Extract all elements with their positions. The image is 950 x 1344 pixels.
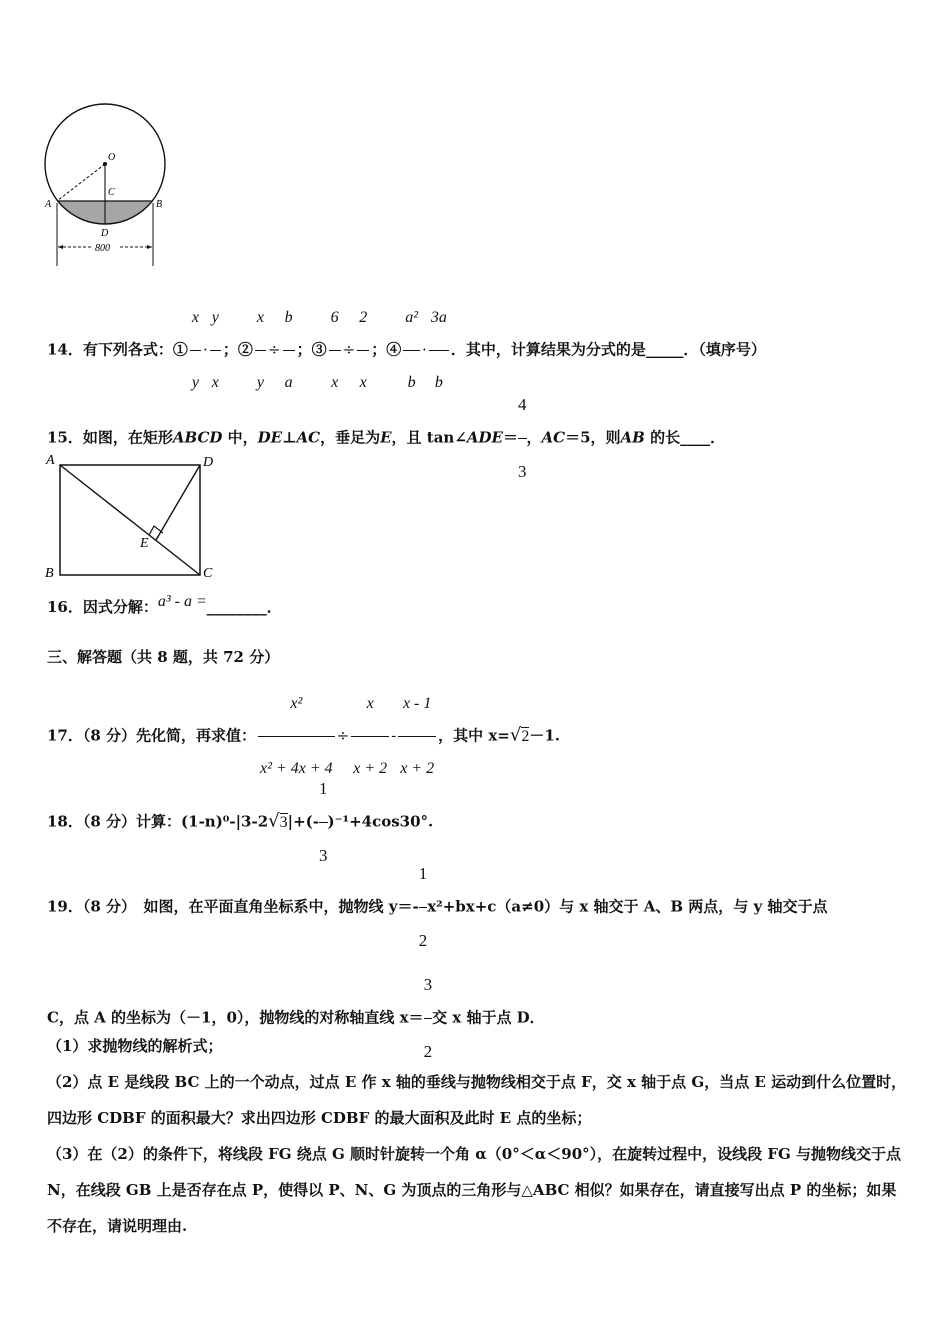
q14-e4-fraction-a: $\frac{\text{a²}}{b}$ xyxy=(403,286,420,415)
q14-answer-blank: _____ xyxy=(645,340,684,359)
label-a: A xyxy=(46,453,55,468)
label-o: O xyxy=(108,152,116,163)
label-d: D xyxy=(203,455,214,470)
label-e: E xyxy=(140,536,149,551)
q14-e2-fraction-a: $\frac{x}{y}$ xyxy=(255,286,266,415)
q16-answer-blank: ________ xyxy=(206,598,267,616)
q18-fraction: $\frac{1}{3}$ xyxy=(319,756,328,889)
q18-sqrt: 3 xyxy=(279,813,288,831)
diagonal-ac xyxy=(60,465,200,575)
rectangle-figure xyxy=(40,450,225,580)
label-c: C xyxy=(203,566,213,580)
dim-label: 800 xyxy=(95,243,110,254)
segment-de xyxy=(156,465,200,540)
question-18: 18．（8 分）计算：(1-n)⁰-|3-2√3|+(- $\frac{1}{3}$ )⁻¹+4cos30°. xyxy=(47,756,433,889)
label-b: B xyxy=(45,566,54,580)
circle-figure xyxy=(38,100,173,272)
q14-e1-fraction-a: $\frac{x}{y}$ xyxy=(190,286,201,415)
question-15: 15．如图，在矩形ABCD 中，DE⊥AC，垂足为E，且 tan∠ADE＝ $\frac{4}{3}$ ，AC＝5，则AB 的长____． xyxy=(47,372,725,505)
q19-part-1: （1）求抛物线的解析式； xyxy=(47,1037,223,1055)
q19-fraction-half: $\frac{1}{2}$ xyxy=(419,841,428,974)
label-c: C xyxy=(108,187,115,198)
q17-sqrt: 2 xyxy=(521,727,530,745)
q14-e3-fraction-b: $\frac{2}{x}$ xyxy=(357,286,369,415)
question-19-line-2: C，点 A 的坐标为（－1，0），抛物线的对称轴直线 x＝ $\frac{3}{2}$ 交 x 轴于点 D． xyxy=(47,952,545,1085)
q14-e3-fraction-a: $\frac{6}{x}$ xyxy=(329,286,341,415)
q19-part-2: （2）点 E 是线段 BC 上的一个动点，过点 E 作 x 轴的垂线与抛物线相交于点 F，交 x 轴于点 G，当点 E 运动到什么位置时，四边形 CDBF 的面积最大？求出四边形 CDBF 的最大面积及此时 E 点的坐标； xyxy=(47,1073,907,1127)
dashed-oa xyxy=(57,164,105,201)
center-point xyxy=(103,162,107,166)
dim-arrow-right xyxy=(147,245,152,249)
section-heading: 三、解答题（共 8 题，共 72 分） xyxy=(47,648,280,666)
q17-fraction-1: $\frac{\text{x²}}{\text{x² + 4x + 4}}$ xyxy=(258,672,335,801)
q17-fraction-2: $\frac{x}{x + 2}$ xyxy=(351,672,389,801)
question-16: 16．因式分解：a³ - a =________． xyxy=(47,593,282,616)
question-14: 14．有下列各式：① $\frac{x}{y}$ · $\frac{y}{x}$ ；② $\frac{x}{y}$ ÷ $\frac{b}{a}$ ；③ $\frac{6}{x}$ ÷ $\frac{2}{x}$ ；④ $\frac{\text{a²}}{b}$ · $\frac{3a}{b}$ ．其中，计算结果为分式的是_____．（填序号） xyxy=(47,286,766,415)
q19-fraction-axis: $\frac{3}{2}$ xyxy=(424,952,433,1085)
q14-e1-fraction-b: $\frac{y}{x}$ xyxy=(210,286,221,415)
q16-expression: a³ - a = xyxy=(157,593,207,610)
q19-part-3: （3）在（2）的条件下，将线段 FG 绕点 G 顺时针旋转一个角 α（0°＜α＜90°），在旋转过程中，设线段 FG 与抛物线交于点 N，在线段 GB 上是否存在点 P，使得以 P、N、G 为顶点的三角形与△ABC 相似？如果存在，请直接写出点 P 的坐标；如果不存在，请说明理由. xyxy=(47,1145,902,1235)
label-a: A xyxy=(45,199,52,210)
q17-fraction-3: $\frac{x - 1}{x + 2}$ xyxy=(398,672,436,801)
question-19-line-1: 19．（8 分） 如图，在平面直角坐标系中，抛物线 y＝- $\frac{1}{2}$ x²+bx+c（a≠0）与 x 轴交于 A、B 两点，与 y 轴交于点 xyxy=(47,841,827,974)
q15-tan-fraction: $\frac{4}{3}$ xyxy=(518,372,527,505)
dim-arrow-left xyxy=(58,245,63,249)
label-b: B xyxy=(156,199,163,210)
label-d: D xyxy=(101,228,109,239)
q14-e2-fraction-b: $\frac{b}{a}$ xyxy=(283,286,295,415)
q14-e4-fraction-b: $\frac{3a}{b}$ xyxy=(429,286,449,415)
question-17: 17．（8 分）先化简，再求值： $\frac{\text{x²}}{\text{x² + 4x + 4}}$ ÷ $\frac{x}{x + 2}$ - $\frac{x - 1}{x + 2}$ ，其中 x=√2－1. xyxy=(47,672,560,801)
q15-answer-blank: ____ xyxy=(680,428,711,447)
